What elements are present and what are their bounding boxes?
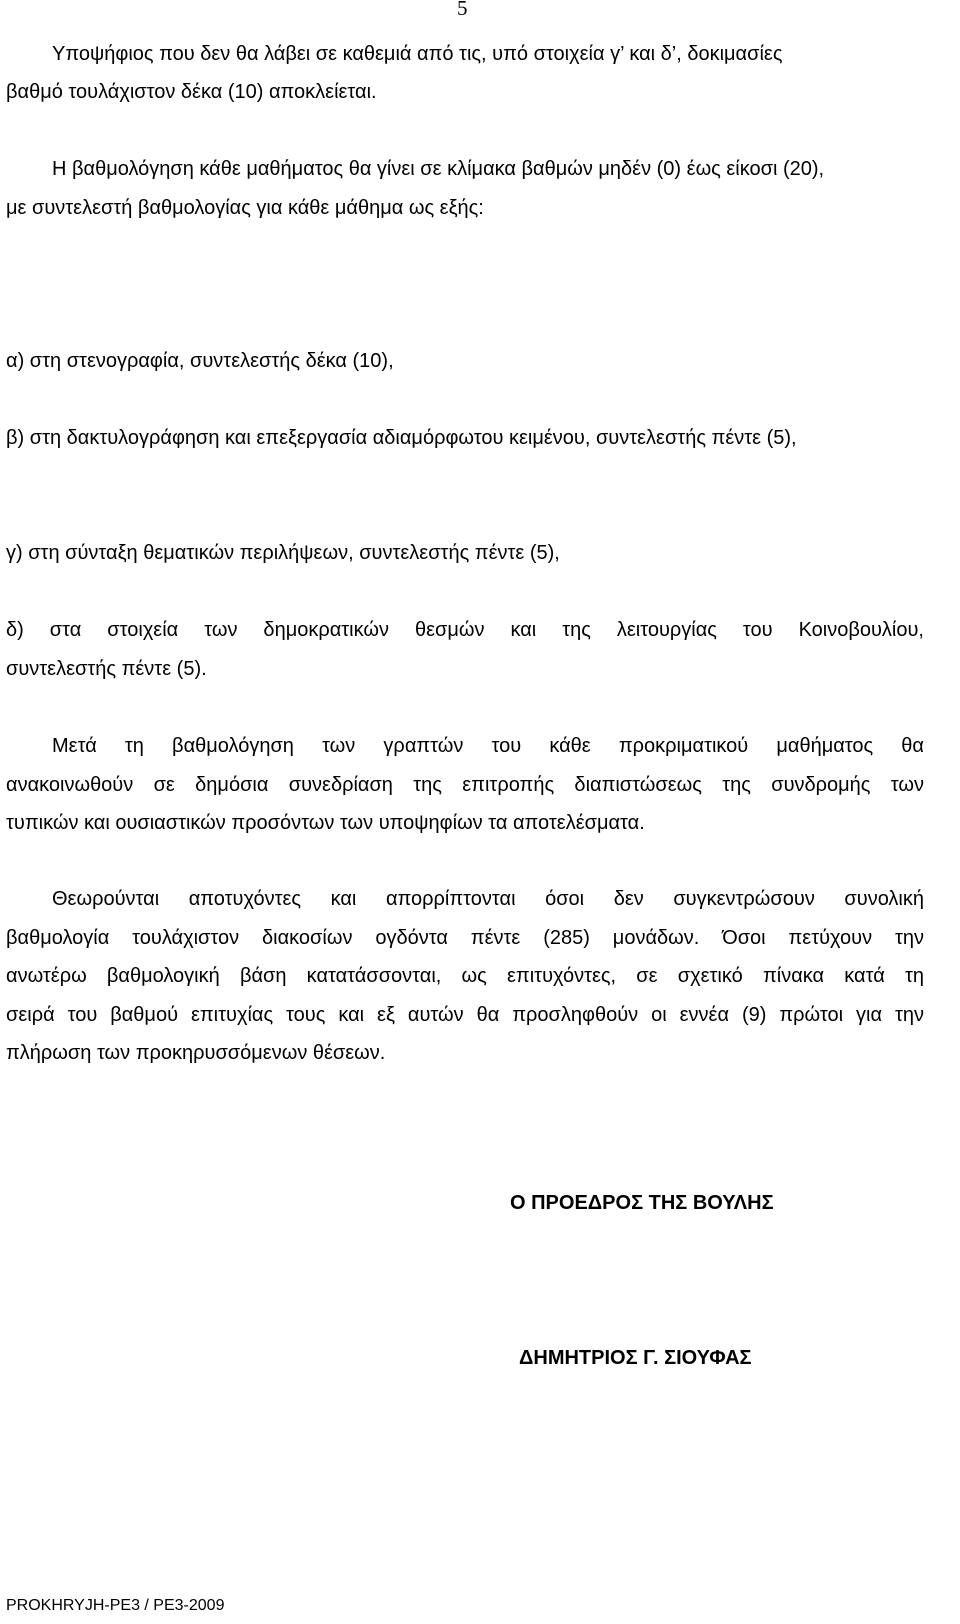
list-item-b: β) στη δακτυλογράφηση και επεξεργασία αδιαμόρφωτου κειμένου, συντελεστής πέντε (5),: [6, 427, 797, 449]
list-item-d-line-1: δ) στα στοιχεία των δημοκρατικών θεσμών και της λειτουργίας του Κοινοβουλίου,: [6, 619, 924, 641]
list-item-a: α) στη στενογραφία, συντελεστής δέκα (10),: [6, 350, 394, 372]
paragraph-3-line-2: ανακοινωθούν σε δημόσια συνεδρίαση της επιτροπής διαπιστώσεως της συνδρομής των: [6, 774, 924, 796]
paragraph-1-line-2: βαθμό τουλάχιστον δέκα (10) αποκλείεται.: [6, 81, 377, 103]
signature-name: ΔΗΜΗΤΡΙΟΣ Γ. ΣΙΟΥΦΑΣ: [519, 1347, 752, 1369]
paragraph-3-line-3: τυπικών και ουσιαστικών προσόντων των υποψηφίων τα αποτελέσματα.: [6, 812, 645, 834]
signature-title: Ο ΠΡΟΕΔΡΟΣ ΤΗΣ ΒΟΥΛΗΣ: [510, 1192, 774, 1214]
page-number: 5: [457, 0, 468, 20]
paragraph-2-line-2: με συντελεστή βαθμολογίας για κάθε μάθημα ως εξής:: [6, 197, 484, 219]
paragraph-2-line-1: Η βαθμολόγηση κάθε μαθήματος θα γίνει σε κλίμακα βαθμών μηδέν (0) έως είκοσι (20),: [52, 158, 825, 180]
paragraph-4-line-2: βαθμολογία τουλάχιστον διακοσίων ογδόντα πέντε (285) μονάδων. Όσοι πετύχουν την: [6, 927, 924, 949]
list-item-d-line-2: συντελεστής πέντε (5).: [6, 658, 207, 680]
list-item-c: γ) στη σύνταξη θεματικών περιλήψεων, συντελεστής πέντε (5),: [6, 542, 560, 564]
paragraph-4-line-5: πλήρωση των προκηρυσσόμενων θέσεων.: [6, 1042, 386, 1064]
document-footer-code: PROKHRYJH-PE3 / PE3-2009: [6, 1597, 225, 1614]
paragraph-4-line-3: ανωτέρω βαθμολογική βάση κατατάσσονται, ως επιτυχόντες, σε σχετικό πίνακα κατά τη: [6, 965, 924, 987]
paragraph-4-line-4: σειρά του βαθμού επιτυχίας τους και εξ αυτών θα προσληφθούν οι εννέα (9) πρώτοι για την: [6, 1004, 924, 1026]
paragraph-1-line-1: Υποψήφιος που δεν θα λάβει σε καθεμιά από τις, υπό στοιχεία γ’ και δ’, δοκιμασίες: [52, 43, 783, 65]
paragraph-4-line-1: Θεωρούνται αποτυχόντες και απορρίπτονται όσοι δεν συγκεντρώσουν συνολική: [52, 888, 924, 910]
paragraph-3-line-1: Μετά τη βαθμολόγηση των γραπτών του κάθε προκριματικού μαθήματος θα: [52, 735, 924, 757]
